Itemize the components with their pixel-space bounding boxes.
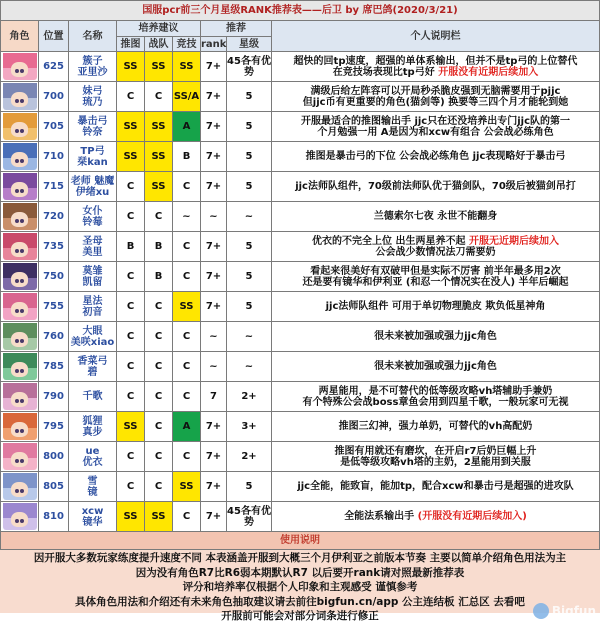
position-cell: 810: [39, 502, 69, 532]
star-cell: ~: [227, 352, 272, 382]
rank-cell: 7+: [201, 82, 227, 112]
rank-cell: 7+: [201, 412, 227, 442]
note-line: 有个特殊公会战boss章鱼会用到四星千歌，一般玩家可无视: [302, 396, 569, 408]
push-grade: C: [117, 262, 145, 292]
table-row: [1, 352, 600, 382]
name-cell: 簇子 亚里沙: [69, 52, 117, 82]
arena-grade: C: [173, 172, 201, 202]
note-cell: [272, 412, 600, 442]
position-cell: 800: [39, 442, 69, 472]
page-title: 国服pcr前三个月星级RANK推荐表——后卫 by 席巴鸽(2020/3/21): [1, 1, 600, 21]
header-battle: 战队: [145, 37, 173, 52]
arena-grade: C: [173, 382, 201, 412]
character-avatar-cell: [1, 502, 39, 532]
battle-grade: C: [145, 82, 173, 112]
character-avatar: [3, 113, 37, 140]
table-row: [1, 382, 600, 412]
push-grade: C: [117, 472, 145, 502]
name-cell: 香菜弓 碧: [69, 352, 117, 382]
note-line: 满级后给左阵容可以开局秒杀脆皮强到无脑需要用于pjjc: [310, 85, 561, 97]
rank-cell: 7+: [201, 112, 227, 142]
battle-grade: SS: [145, 52, 173, 82]
character-avatar-cell: [1, 112, 39, 142]
battle-grade: B: [145, 232, 173, 262]
usage-line: 开服前可能会对部分词条进行修正: [221, 610, 379, 622]
arena-grade: C: [173, 352, 201, 382]
header-star: 星级: [227, 37, 272, 52]
battle-grade: C: [145, 442, 173, 472]
name-cell: 老师 魅魔 伊绪xu: [69, 172, 117, 202]
name-cell: xcw 镜华: [69, 502, 117, 532]
table-row: [1, 82, 600, 112]
rank-cell: 7+: [201, 142, 227, 172]
note-line: 推图是暴击弓的下位 公会战必练角色 jjc表现略好于暴击弓: [305, 151, 566, 162]
arena-grade: A: [173, 412, 201, 442]
character-avatar: [3, 203, 37, 230]
arena-grade: C: [173, 502, 201, 532]
name-cell: 莫雏 凯留: [69, 262, 117, 292]
star-cell: 5: [227, 292, 272, 322]
push-grade: SS: [117, 502, 145, 532]
battle-grade: SS: [145, 502, 173, 532]
rank-cell: ~: [201, 352, 227, 382]
character-avatar: [3, 473, 37, 500]
push-grade: B: [117, 232, 145, 262]
character-avatar-cell: [1, 292, 39, 322]
note-cell: [272, 232, 600, 262]
name-cell: 女仆 铃莓: [69, 202, 117, 232]
star-cell: 5: [227, 82, 272, 112]
arena-grade: SS/A: [173, 82, 201, 112]
name-cell: 圣母 美里: [69, 232, 117, 262]
note-line: 公会战少数情况法刀需要奶: [375, 246, 496, 258]
character-avatar-cell: [1, 322, 39, 352]
note-line: 个月勉强一用 A是因为和xcw有组合 公会战必练角色: [317, 126, 554, 138]
push-grade: C: [117, 172, 145, 202]
battle-grade: C: [145, 292, 173, 322]
table-row: [1, 52, 600, 82]
table-row: [1, 262, 600, 292]
battle-grade: C: [145, 352, 173, 382]
rank-cell: 7: [201, 382, 227, 412]
character-avatar: [3, 323, 37, 350]
note-cell: [272, 202, 600, 232]
battle-grade: SS: [145, 112, 173, 142]
push-grade: SS: [117, 142, 145, 172]
note-line: 兰德索尔七夜 永世不能翻身: [373, 211, 498, 222]
character-avatar-cell: [1, 442, 39, 472]
push-grade: C: [117, 292, 145, 322]
table-row: [1, 442, 600, 472]
position-cell: 750: [39, 262, 69, 292]
star-cell: ~: [227, 202, 272, 232]
name-cell: 星法 初音: [69, 292, 117, 322]
note-cell: [272, 322, 600, 352]
arena-grade: C: [173, 442, 201, 472]
battle-grade: B: [145, 262, 173, 292]
table-row: [1, 172, 600, 202]
position-cell: 760: [39, 322, 69, 352]
note-line: 在竞技场表现比tp弓好 开服没有近期后续加入: [332, 66, 539, 78]
push-grade: C: [117, 202, 145, 232]
name-cell: ue 优衣: [69, 442, 117, 472]
name-cell: 大眼 美咲xiao: [69, 322, 117, 352]
table-row: [1, 412, 600, 442]
star-cell: 5: [227, 112, 272, 142]
push-grade: C: [117, 382, 145, 412]
note-cell: [272, 472, 600, 502]
position-cell: 790: [39, 382, 69, 412]
position-cell: 625: [39, 52, 69, 82]
usage-line: 具体角色用法和介绍还有未来角色抽取建议请去前往bigfun.cn/app 公主连结板 汇总区 去看吧: [75, 595, 525, 608]
arena-grade: A: [173, 112, 201, 142]
table-row: [1, 472, 600, 502]
position-cell: 805: [39, 472, 69, 502]
character-avatar-cell: [1, 82, 39, 112]
header-name: 名称: [69, 21, 117, 52]
bigfun-watermark: [533, 603, 596, 619]
rank-cell: 7+: [201, 232, 227, 262]
rank-cell: 7+: [201, 52, 227, 82]
push-grade: C: [117, 322, 145, 352]
usage-line: 因为没有角色R7比R6弱本期默认R7 以后要开rank请对照最新推荐表: [135, 566, 465, 579]
rank-cell: 7+: [201, 292, 227, 322]
table-row: [1, 292, 600, 322]
note-line: 优衣的不完全上位 出生两星养不起 开服无近期后续加入: [312, 235, 559, 247]
character-avatar: [3, 173, 37, 200]
note-line: jjc法师队组件，70级前法师队优于猫剑队，70级后被猫剑吊打: [295, 181, 576, 192]
character-avatar: [3, 143, 37, 170]
position-cell: 720: [39, 202, 69, 232]
table-row: [1, 232, 600, 262]
note-cell: [272, 442, 600, 472]
note-cell: [272, 502, 600, 532]
star-cell: ~: [227, 322, 272, 352]
push-grade: SS: [117, 52, 145, 82]
character-avatar: [3, 53, 37, 80]
arena-grade: ~: [173, 202, 201, 232]
name-cell: 暴击弓 铃奈: [69, 112, 117, 142]
note-highlight: (开服没有近期后续加入): [414, 511, 527, 522]
usage-line: 评分和培养率仅根据个人印象和主观感受 谨慎参考: [182, 581, 418, 593]
star-cell: 3+: [227, 412, 272, 442]
note-line: 很未来被加强或强力jjc角色: [374, 361, 497, 372]
rank-cell: ~: [201, 202, 227, 232]
rank-cell: 7+: [201, 502, 227, 532]
header-position: 位置: [39, 21, 69, 52]
name-cell: 雪 镜: [69, 472, 117, 502]
note-line: 推图有用就还有磨坎，在开启r7后奶巨幅上升: [334, 445, 537, 457]
usage-notes: [0, 550, 600, 622]
note-line: 两星能用，是不可替代的低等级攻略vh塔辅助手兼奶: [318, 385, 553, 397]
star-cell: 5: [227, 262, 272, 292]
note-cell: [272, 172, 600, 202]
arena-grade: SS: [173, 52, 201, 82]
position-cell: 735: [39, 232, 69, 262]
table-row: [1, 142, 600, 172]
character-avatar-cell: [1, 382, 39, 412]
note-highlight: 开服没有近期后续加入: [434, 66, 539, 78]
position-cell: 700: [39, 82, 69, 112]
character-avatar: [3, 443, 37, 470]
arena-grade: C: [173, 322, 201, 352]
star-cell: 5: [227, 172, 272, 202]
note-line: 推图三幻神，强力单奶，可替代的vh高配奶: [338, 421, 533, 432]
arena-grade: B: [173, 142, 201, 172]
rank-cell: 7+: [201, 442, 227, 472]
rank-cell: ~: [201, 322, 227, 352]
position-cell: 715: [39, 172, 69, 202]
character-avatar: [3, 83, 37, 110]
battle-grade: C: [145, 202, 173, 232]
push-grade: SS: [117, 412, 145, 442]
character-avatar-cell: [1, 232, 39, 262]
note-cell: [272, 352, 600, 382]
arena-grade: C: [173, 262, 201, 292]
note-cell: [272, 112, 600, 142]
note-cell: [272, 292, 600, 322]
arena-grade: C: [173, 232, 201, 262]
character-avatar-cell: [1, 142, 39, 172]
note-line: 很未来被加强或强力jjc角色: [374, 331, 497, 342]
table-row: [1, 322, 600, 352]
arena-grade: SS: [173, 472, 201, 502]
header-recommend: 推荐: [201, 21, 272, 37]
character-avatar: [3, 353, 37, 380]
position-cell: 755: [39, 292, 69, 322]
note-cell: [272, 382, 600, 412]
position-cell: 795: [39, 412, 69, 442]
name-cell: 狐狸 真步: [69, 412, 117, 442]
note-cell: [272, 82, 600, 112]
position-cell: 710: [39, 142, 69, 172]
usage-line: 因开服大多数玩家练度提升速度不同 本表涵盖开服到大概三个月伊利亚之前版本节奏 主要以简单介绍角色用法为主: [33, 552, 567, 564]
character-avatar-cell: [1, 352, 39, 382]
character-avatar: [3, 233, 37, 260]
arena-grade: SS: [173, 292, 201, 322]
header-training: 培养建议: [117, 21, 201, 37]
header-push: 推图: [117, 37, 145, 52]
star-cell: 2+: [227, 442, 272, 472]
star-cell: 5: [227, 472, 272, 502]
position-cell: 705: [39, 112, 69, 142]
character-avatar-cell: [1, 52, 39, 82]
star-cell: 45各有优势: [227, 52, 272, 82]
push-grade: C: [117, 442, 145, 472]
character-avatar-cell: [1, 262, 39, 292]
note-line: jjc法师队组件 可用于单切物理脆皮 欺负低星神角: [325, 301, 546, 312]
star-cell: 5: [227, 142, 272, 172]
name-cell: TP弓 栞kan: [69, 142, 117, 172]
character-avatar-cell: [1, 202, 39, 232]
character-avatar-cell: [1, 472, 39, 502]
note-line: 但jjc币有更重要的角色(猫剑等) 换要等三四个月才能轮到她: [302, 96, 569, 108]
name-cell: 千歌: [69, 382, 117, 412]
star-cell: 2+: [227, 382, 272, 412]
character-avatar: [3, 383, 37, 410]
note-cell: [272, 262, 600, 292]
header-notes: 个人说明栏: [272, 21, 600, 52]
name-cell: 妹弓 琉乃: [69, 82, 117, 112]
note-line: 是低等级攻略vh塔的主奶，2星能用到关服: [340, 456, 531, 468]
battle-grade: C: [145, 382, 173, 412]
note-cell: [272, 142, 600, 172]
note-line: jjc全能，能致盲，能加tp，配合xcw和暴击弓是超强的进攻队: [297, 481, 574, 492]
table-body: [1, 52, 600, 532]
character-avatar: [3, 293, 37, 320]
character-avatar: [3, 413, 37, 440]
header-role: 角色: [1, 21, 39, 52]
note-line: 还是要有镜华和伊利亚 (和忍一个情况实在没人) 半年后崛起: [302, 276, 569, 288]
character-avatar: [3, 263, 37, 290]
note-highlight: 开服无近期后续加入: [465, 235, 559, 247]
note-line: 看起来很美好有双破甲但是实际不厉害 前半年最多用2次: [310, 265, 561, 277]
watermark-text: Bigfun: [551, 604, 596, 618]
rank-cell: 7+: [201, 172, 227, 202]
footer-title: 使用说明: [1, 532, 600, 550]
battle-grade: C: [145, 412, 173, 442]
character-avatar-cell: [1, 412, 39, 442]
rank-cell: 7+: [201, 262, 227, 292]
table-row: [1, 202, 600, 232]
push-grade: C: [117, 82, 145, 112]
battle-grade: SS: [145, 142, 173, 172]
star-cell: 45各有优势: [227, 502, 272, 532]
push-grade: C: [117, 352, 145, 382]
table-row: [1, 502, 600, 532]
header-rank: rank: [201, 38, 227, 50]
character-avatar-cell: [1, 172, 39, 202]
rank-cell: 7+: [201, 472, 227, 502]
battle-grade: SS: [145, 172, 173, 202]
note-line: 全能法系输出手 (开服没有近期后续加入): [344, 511, 527, 522]
battle-grade: C: [145, 322, 173, 352]
note-line: 开服最适合的推图输出手 jjc只在还没培养出专门jjc队的第一: [300, 115, 571, 127]
note-line: 超快的回tp速度，超强的单体系输出，但并不是tp弓的上位替代: [293, 55, 578, 67]
star-cell: 5: [227, 232, 272, 262]
push-grade: SS: [117, 112, 145, 142]
note-cell: [272, 52, 600, 82]
bigfun-logo-icon: [533, 603, 549, 619]
table-row: [1, 112, 600, 142]
character-avatar: [3, 503, 37, 530]
header-arena: 竞技: [173, 37, 201, 52]
position-cell: 785: [39, 352, 69, 382]
battle-grade: C: [145, 472, 173, 502]
